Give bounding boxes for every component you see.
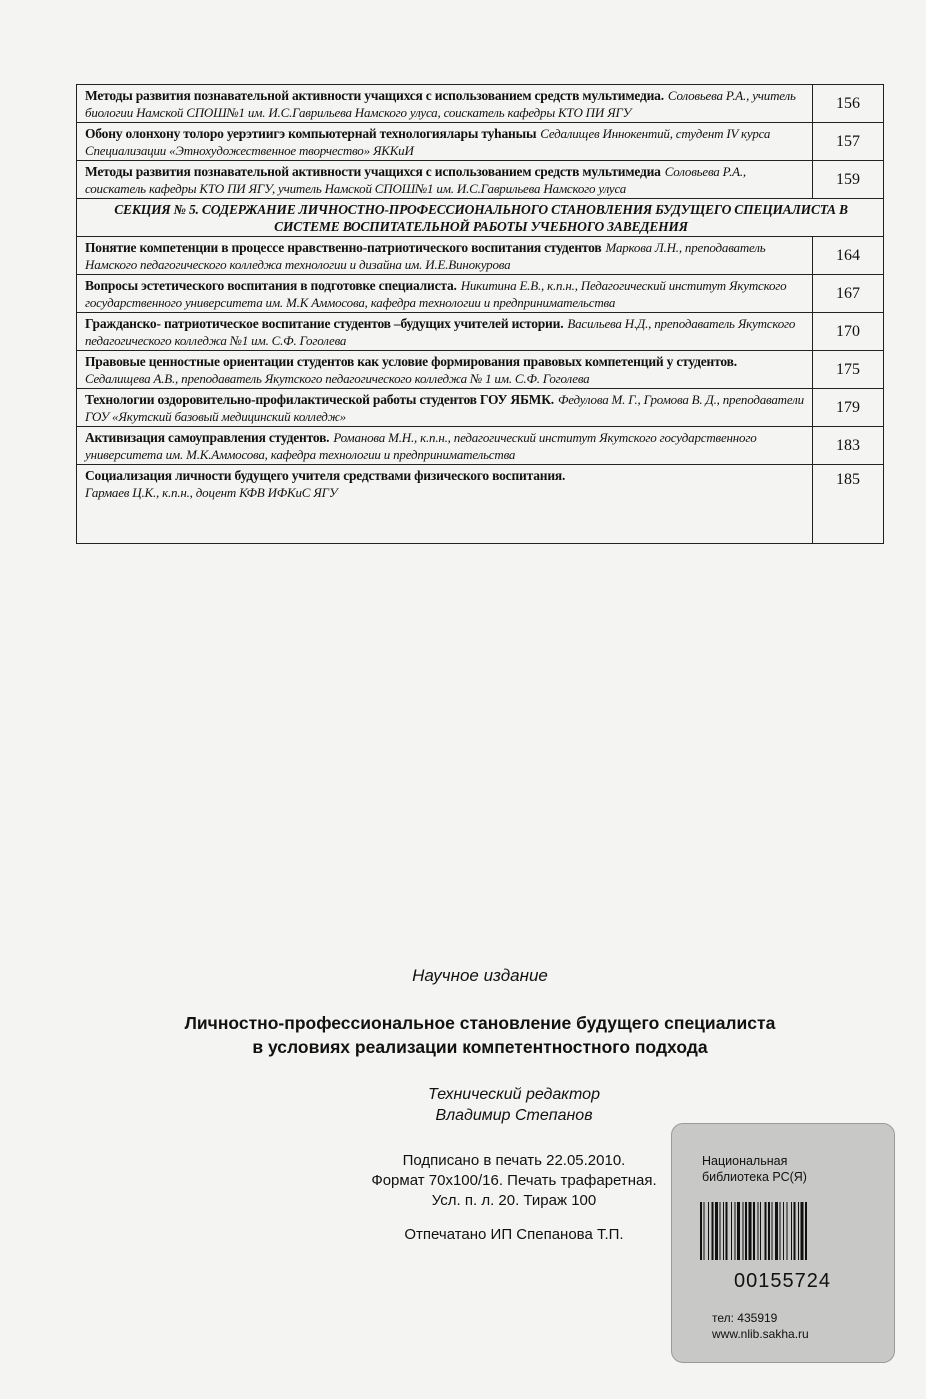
barcode-icon	[700, 1202, 868, 1260]
toc-entry-title: Методы развития познавательной активности учащихся с использованием средств мультимедиа.	[85, 88, 664, 103]
toc-row	[77, 85, 884, 123]
toc-row	[77, 237, 884, 275]
signed-date: Подписано в печать 22.05.2010.	[402, 1152, 626, 1169]
toc-entry-title: Понятие компетенции в процессе нравственно-патриотического воспитания студентов	[85, 240, 602, 255]
library-name-line: Национальная	[702, 1154, 788, 1168]
toc-entry-title: Обону олонхону толоро уерэтиигэ компьютернай технологиялары туhаныы	[85, 126, 537, 141]
publication-title	[76, 1011, 884, 1059]
toc-row	[77, 313, 884, 351]
toc-page-number: 156	[813, 85, 884, 123]
library-name-line: библиотека РС(Я)	[702, 1170, 807, 1184]
toc-entry-title: Правовые ценностные ориентации студентов как условие формирования правовых компетенций у студентов.	[85, 354, 737, 369]
toc-page-number: 179	[813, 389, 884, 427]
toc-entry-cell	[77, 85, 813, 123]
toc-entry-title: Гражданско- патриотическое воспитание студентов –будущих учителей истории.	[85, 316, 564, 331]
toc-entry-author: Соловьева Р.А., соискатель кафедры КТО ПИ ЯГУ, учитель Намской СПОШ№1 им. И.С.Гаврильева Намского улуса	[85, 164, 746, 196]
inventory-number: 00155724	[734, 1270, 831, 1292]
library-name	[702, 1153, 807, 1185]
toc-entry-title: Социализация личности будущего учителя средствами физического воспитания.	[85, 468, 566, 483]
toc-page-number: 157	[813, 123, 884, 161]
toc-entry-cell	[77, 313, 813, 351]
toc-entry-author: Романова М.Н., к.п.н., педагогический институт Якутского государственного университета им. М.К.Аммосова, кафедра технологии и предпринимательства	[85, 430, 757, 462]
toc-entry-cell	[77, 351, 813, 389]
library-phone: тел: 435919	[712, 1311, 778, 1325]
publication-kind: Научное издание	[412, 966, 548, 985]
toc-entry-author: Гармаев Ц.К., к.п.н., доцент КФВ ИФКиС ЯГУ	[85, 485, 338, 500]
toc-page-number: 164	[813, 237, 884, 275]
library-barcode-sticker	[671, 1123, 895, 1363]
toc-row	[77, 275, 884, 313]
toc-entry-cell	[77, 161, 813, 199]
toc-entry-cell	[77, 389, 813, 427]
print-format: Формат 70х100/16. Печать трафаретная.	[371, 1172, 657, 1189]
toc-entry-cell	[77, 123, 813, 161]
toc-page-number: 185	[813, 465, 884, 544]
toc-entry-title: Вопросы эстетического воспитания в подготовке специалиста.	[85, 278, 457, 293]
toc-entry-author: Седалищев Иннокентий, студент IV курса Специализации «Этнохудожественное творчество» ЯККиИ	[85, 126, 771, 158]
toc-row	[77, 161, 884, 199]
toc-row	[77, 351, 884, 389]
toc-entry-cell	[77, 465, 813, 544]
toc-entry-author: Никитина Е.В., к.п.н., Педагогический институт Якутского государственного университета им. М.К Аммосова, кафедра технологии и предпринимательства	[85, 278, 787, 310]
toc-entry-title: Методы развития познавательной активности учащихся с использованием средств мультимедиа	[85, 164, 661, 179]
toc-entry-author: Васильева Н.Д., преподаватель Якутского педагогического колледжа №1 им. С.Ф. Гоголева	[85, 316, 796, 348]
toc-entry-cell	[77, 427, 813, 465]
toc-page-number: 167	[813, 275, 884, 313]
print-run: Усл. п. л. 20. Тираж 100	[431, 1192, 597, 1209]
toc-entry-author: Федулова М. Г., Громова В. Д., преподаватели ГОУ «Якутский базовый медицинский колледж»	[85, 392, 804, 424]
publication-title-line: Личностно-профессиональное становление будущего специалиста	[184, 1013, 776, 1033]
toc-row	[77, 123, 884, 161]
toc-row	[77, 389, 884, 427]
toc-table	[76, 84, 884, 544]
toc-page-number: 183	[813, 427, 884, 465]
toc-entry-author: Маркова Л.Н., преподаватель Намского педагогического колледжа технологии и дизайна им. И.Е.Винокурова	[85, 240, 766, 272]
toc-entry-author: Седалищева А.В., преподаватель Якутского педагогического колледжа № 1 им. С.Ф. Гоголева	[85, 371, 590, 386]
publication-title-line: в условиях реализации компетентностного подхода	[252, 1037, 708, 1057]
printer-line: Отпечатано ИП Спепанова Т.П.	[404, 1226, 624, 1243]
toc-body	[77, 85, 884, 544]
toc-section-row	[77, 199, 884, 237]
toc-entry-cell	[77, 275, 813, 313]
toc-entry-cell	[77, 237, 813, 275]
toc-row	[77, 465, 884, 544]
toc-entry-title: Активизация самоуправления студентов.	[85, 430, 330, 445]
toc-entry-title: Технологии оздоровительно-профилактической работы студентов ГОУ ЯБМК.	[85, 392, 554, 407]
library-contacts	[712, 1310, 809, 1342]
toc-page-number: 170	[813, 313, 884, 351]
toc-page-number: 175	[813, 351, 884, 389]
toc-section-heading: СЕКЦИЯ № 5. СОДЕРЖАНИЕ ЛИЧНОСТНО-ПРОФЕССИОНАЛЬНОГО СТАНОВЛЕНИЯ БУДУЩЕГО СПЕЦИАЛИСТА В СИСТЕМЕ ВОСПИТАТЕЛЬНОЙ РАБОТЫ УЧЕБНОГО ЗАВЕДЕНИЯ	[77, 199, 884, 237]
toc-row	[77, 427, 884, 465]
library-website: www.nlib.sakha.ru	[712, 1327, 809, 1341]
toc-entry-author: Соловьева Р.А., учитель биологии Намской СПОШ№1 им. И.С.Гаврильева Намского улуса, соискатель кафедры КТО ПИ ЯГУ	[85, 88, 796, 120]
editor-name: Владимир Степанов	[435, 1107, 593, 1124]
editor-role: Технический редактор	[428, 1086, 600, 1103]
toc-page-number: 159	[813, 161, 884, 199]
technical-editor	[110, 1084, 918, 1126]
